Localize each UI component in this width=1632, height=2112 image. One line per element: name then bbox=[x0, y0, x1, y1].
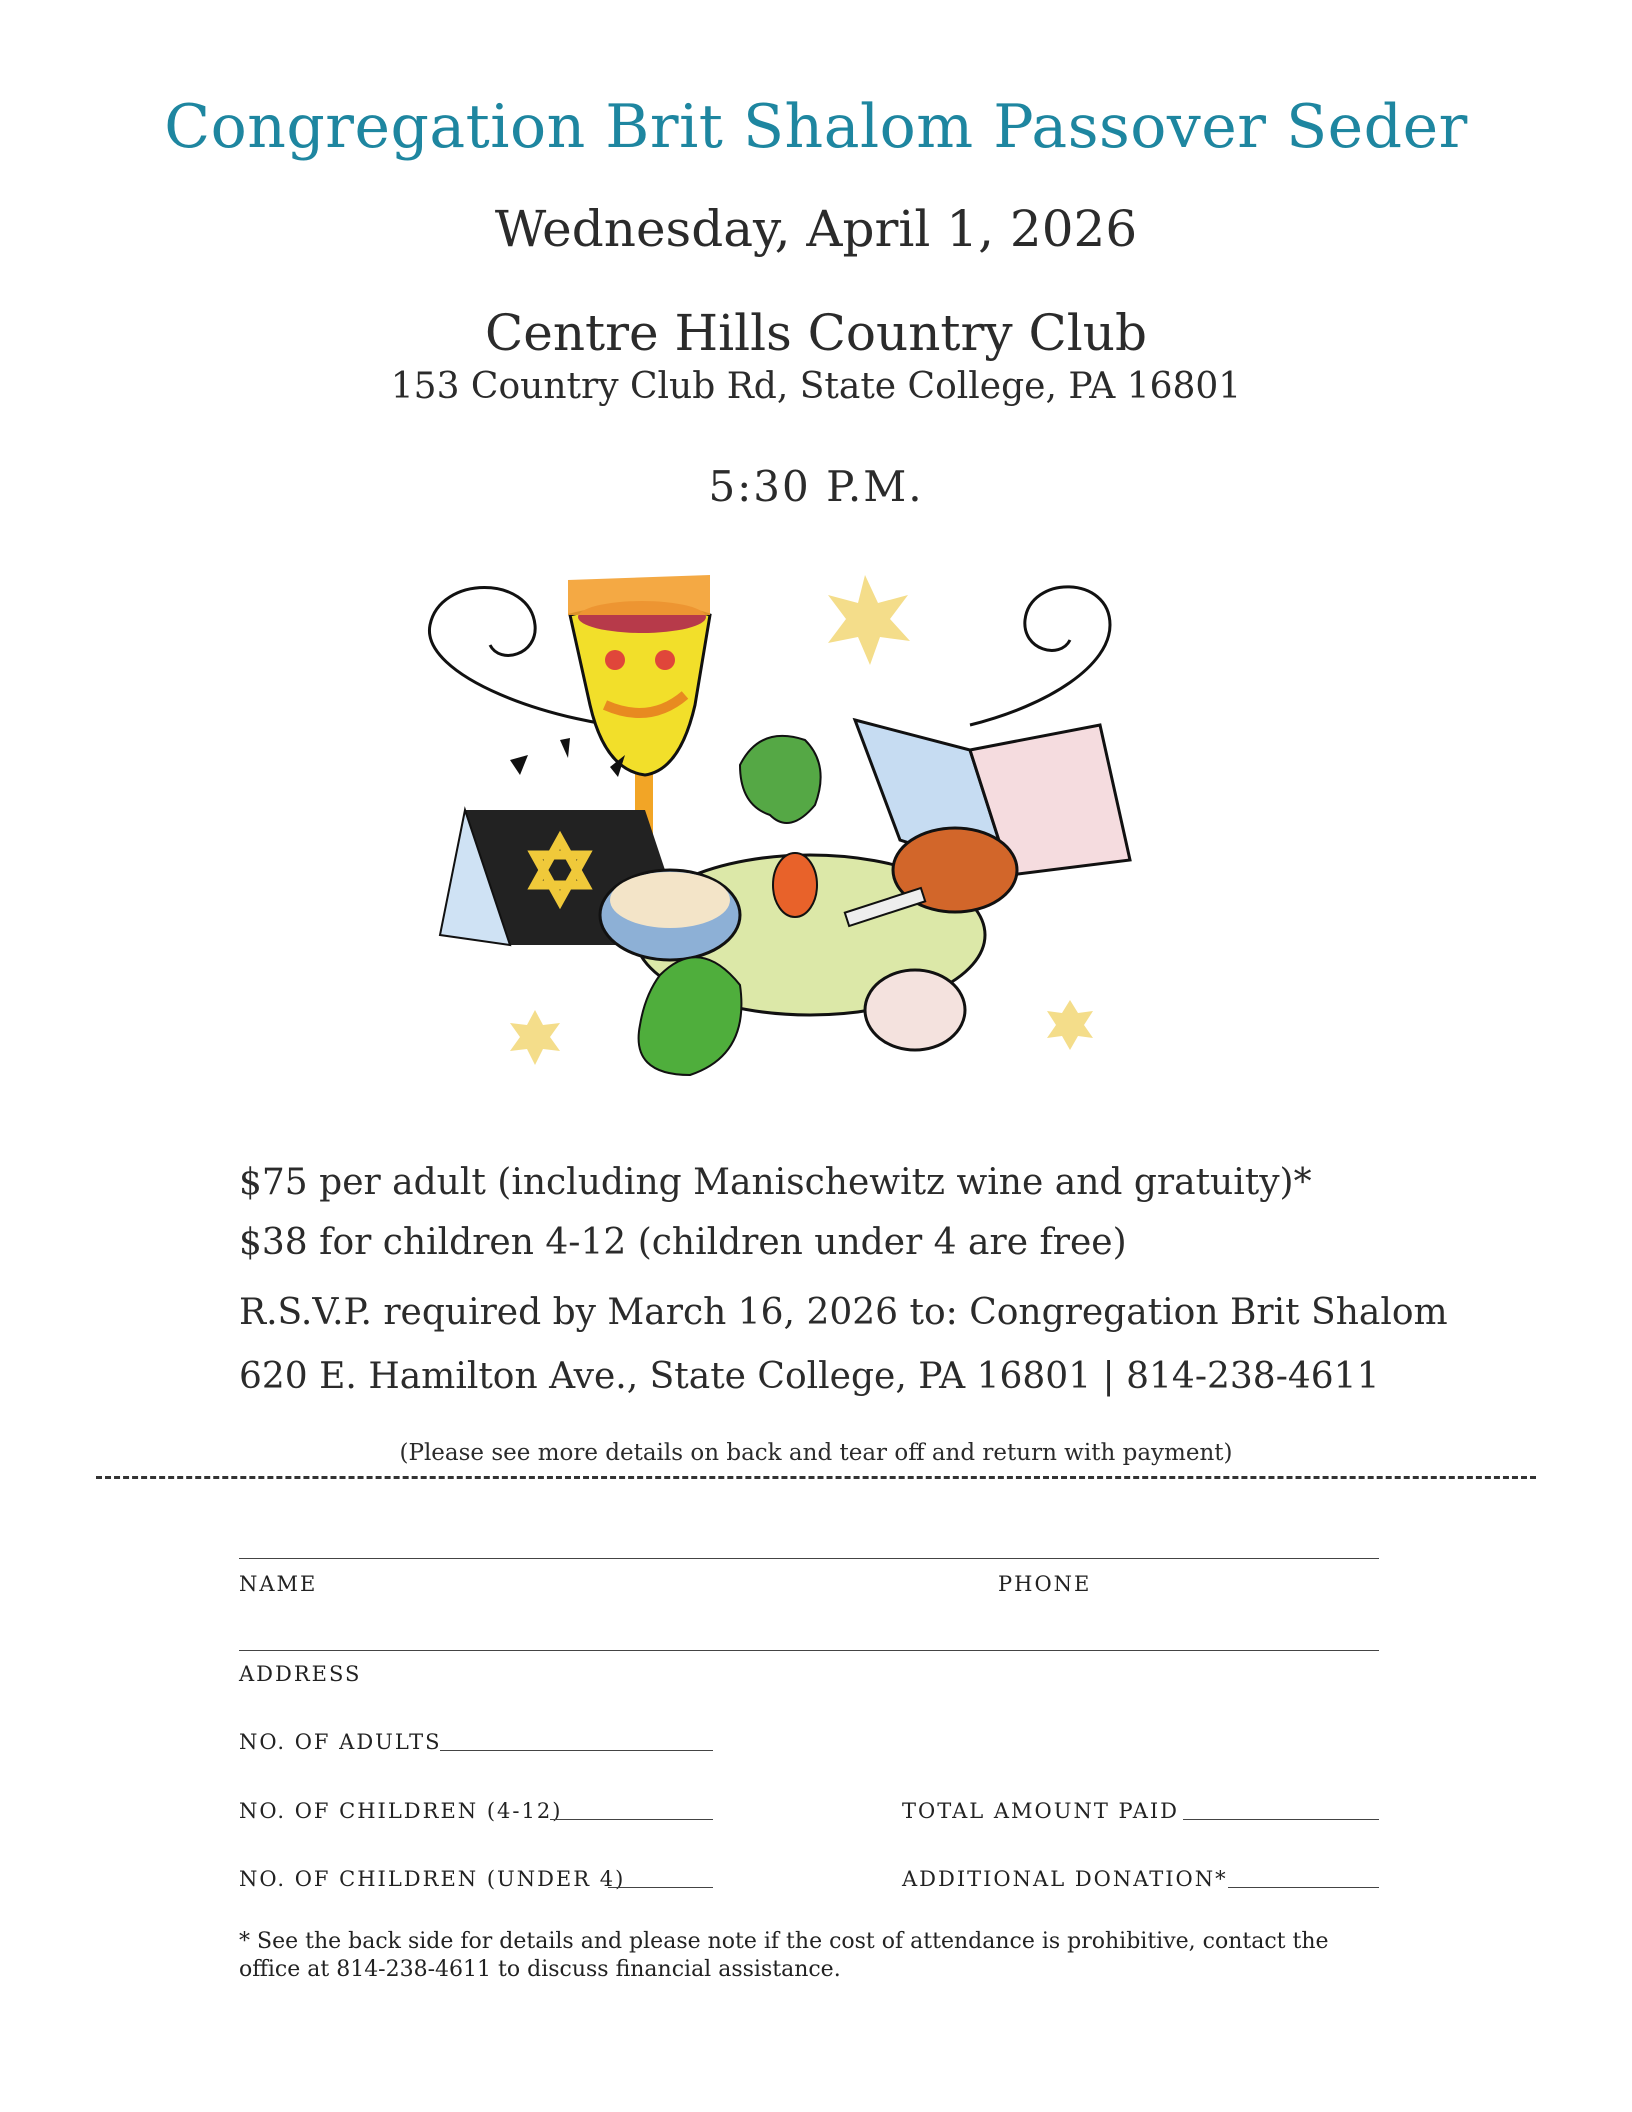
donation-field[interactable] bbox=[1228, 1886, 1379, 1888]
venue-name: Centre Hills Country Club bbox=[484, 304, 1147, 362]
phone-label: PHONE bbox=[998, 1572, 1092, 1596]
children-under-label: NO. OF CHILDREN (UNDER 4) bbox=[239, 1867, 626, 1891]
star-top-icon bbox=[828, 575, 910, 665]
adult-price: $75 per adult (including Manischewitz wine and gratuity)* bbox=[239, 1162, 1312, 1203]
adults-label: NO. OF ADULTS bbox=[239, 1730, 442, 1754]
children-under-field[interactable] bbox=[608, 1886, 713, 1888]
children-price: $38 for children 4-12 (children under 4 are free) bbox=[239, 1222, 1127, 1263]
total-paid-field[interactable] bbox=[1183, 1818, 1379, 1820]
donation-label: ADDITIONAL DONATION* bbox=[902, 1867, 1228, 1891]
right-swirl bbox=[970, 587, 1110, 725]
lettuce bbox=[639, 957, 742, 1075]
address-rule bbox=[239, 1650, 1379, 1651]
name-phone-rule bbox=[239, 1558, 1379, 1559]
rsvp-deadline: R.S.V.P. required by March 16, 2026 to: Congregation Brit Shalom bbox=[239, 1292, 1448, 1333]
event-time: 5:30 P.M. bbox=[708, 462, 924, 511]
footnote: * See the back side for details and please note if the cost of attendance is prohibitive, contact the office at 814-238-4611 to discuss financial assistance. bbox=[239, 1929, 1329, 1982]
children-field[interactable] bbox=[550, 1818, 713, 1820]
star-left-icon bbox=[510, 1010, 560, 1065]
rsvp-contact: 620 E. Hamilton Ave., State College, PA 16801 | 814-238-4611 bbox=[239, 1356, 1380, 1397]
event-title: Congregation Brit Shalom Passover Seder bbox=[164, 92, 1468, 162]
children-label: NO. OF CHILDREN (4-12) bbox=[239, 1799, 563, 1823]
star-right-icon bbox=[1047, 1000, 1093, 1050]
address-label: ADDRESS bbox=[239, 1662, 362, 1686]
name-label: NAME bbox=[239, 1572, 318, 1596]
egg bbox=[865, 970, 965, 1050]
total-paid-label: TOTAL AMOUNT PAID bbox=[902, 1799, 1180, 1823]
venue-address: 153 Country Club Rd, State College, PA 16801 bbox=[390, 366, 1242, 407]
tear-off-note: (Please see more details on back and tear off and return with payment) bbox=[399, 1440, 1233, 1466]
adults-field[interactable] bbox=[440, 1749, 713, 1751]
seder-illustration bbox=[410, 555, 1210, 1130]
tear-off-line bbox=[96, 1476, 1536, 1479]
parsley bbox=[740, 736, 821, 823]
event-date: Wednesday, April 1, 2026 bbox=[494, 200, 1138, 258]
